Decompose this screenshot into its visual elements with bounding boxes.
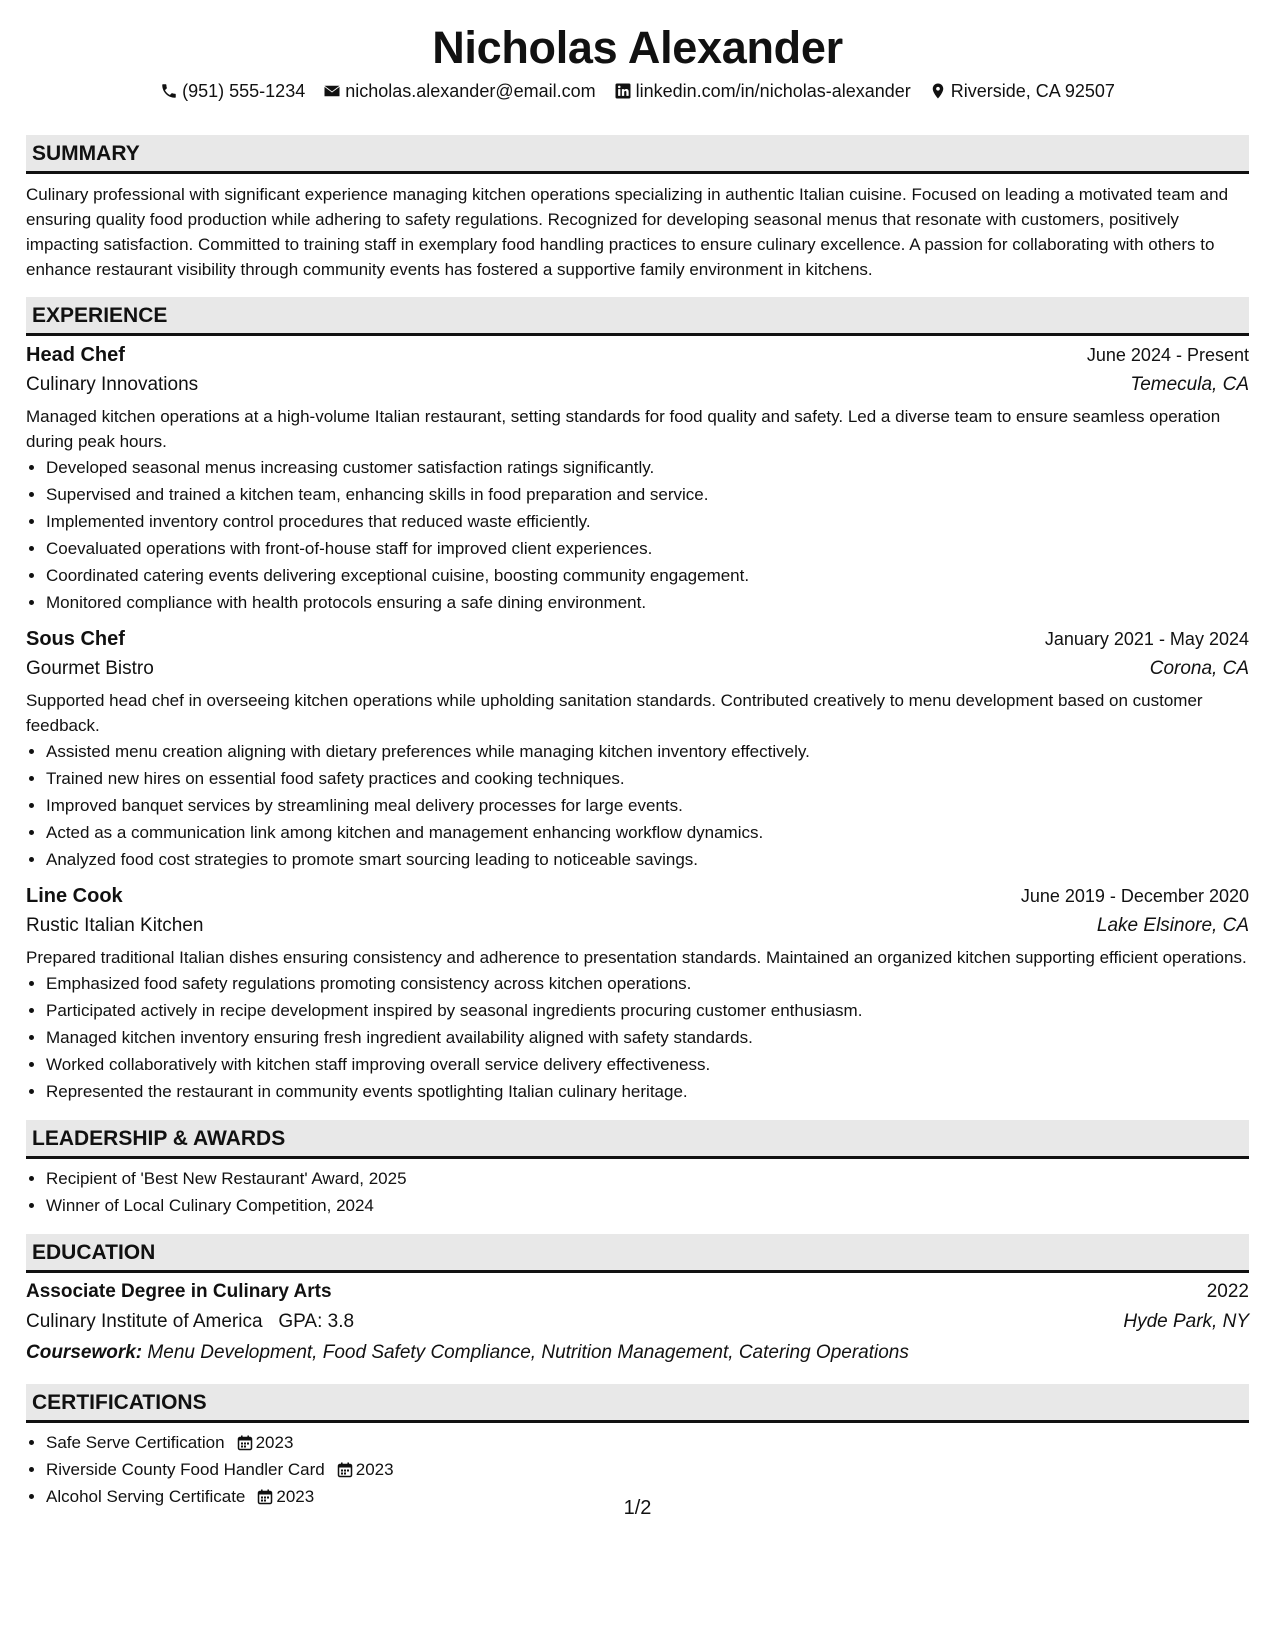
cert-year: 2023	[255, 1433, 294, 1452]
phone-text: (951) 555-1234	[182, 80, 306, 101]
job-entry	[26, 881, 1249, 1105]
job-location: Temecula, CA	[1130, 374, 1249, 395]
job-title: Line Cook	[26, 885, 123, 907]
summary-section	[26, 135, 1249, 282]
job-location: Corona, CA	[1149, 658, 1249, 679]
list-item: • Emphasized food safety regulations promoting consistency across kitchen operations.	[46, 970, 1249, 997]
envelope-icon	[323, 82, 341, 100]
calendar-icon	[337, 1462, 353, 1478]
list-item: • Coevaluated operations with front-of-house staff for improved client experiences.	[46, 535, 1249, 562]
cert-name: • Safe Serve Certification	[46, 1433, 225, 1452]
list-item: • Implemented inventory control procedures that reduced waste efficiently.	[46, 508, 1249, 535]
cert-name: • Alcohol Serving Certificate	[46, 1487, 246, 1506]
job-company: Gourmet Bistro	[26, 658, 154, 679]
job-bullets	[26, 454, 1249, 616]
list-item: • Analyzed food cost strategies to promote smart sourcing leading to noticeable savings.	[46, 846, 1249, 873]
list-item	[46, 1456, 1249, 1483]
linkedin-icon	[614, 82, 632, 100]
resume-page	[26, 0, 1249, 1510]
job-dates: January 2021 - May 2024	[1044, 629, 1249, 649]
experience-section	[26, 297, 1249, 1105]
cert-name: • Riverside County Food Handler Card	[46, 1460, 325, 1479]
education-section	[26, 1234, 1249, 1369]
list-item: • Worked collaboratively with kitchen staff improving overall service delivery effectiveness.	[46, 1051, 1249, 1078]
section-heading-experience: EXPERIENCE	[26, 297, 1249, 336]
job-dates: June 2019 - December 2020	[1020, 886, 1249, 906]
awards-section	[26, 1120, 1249, 1219]
linkedin-text: linkedin.com/in/nicholas-alexander	[635, 80, 911, 101]
contact-linkedin[interactable]	[614, 81, 911, 102]
job-company: Rustic Italian Kitchen	[26, 915, 204, 936]
list-item	[46, 1429, 1249, 1456]
job-title: Head Chef	[26, 344, 125, 366]
list-item: • Participated actively in recipe development inspired by seasonal ingredients procuring customer enthusiasm.	[46, 997, 1249, 1024]
page-number: 1/2	[623, 1497, 652, 1519]
cert-date	[237, 1429, 294, 1456]
contact-bar	[26, 78, 1249, 104]
list-item: • Trained new hires on essential food safety practices and cooking techniques.	[46, 765, 1249, 792]
job-company: Culinary Innovations	[26, 374, 199, 395]
job-entry	[26, 624, 1249, 873]
contact-email[interactable]	[323, 81, 595, 102]
list-item: • Represented the restaurant in community events spotlighting Italian culinary heritage.	[46, 1078, 1249, 1105]
job-description: Supported head chef in overseeing kitchen operations while upholding sanitation standards. Contributed creatively to menu development based on customer feedback.	[26, 691, 1203, 735]
list-item: • Acted as a communication link among kitchen and management enhancing workflow dynamics.	[46, 819, 1249, 846]
graduation-year: 2022	[1206, 1281, 1249, 1302]
section-heading-education: EDUCATION	[26, 1234, 1249, 1273]
contact-phone[interactable]	[160, 81, 305, 102]
section-heading-awards: LEADERSHIP & AWARDS	[26, 1120, 1249, 1159]
candidate-name: Nicholas Alexander	[432, 22, 843, 73]
awards-list	[26, 1165, 1249, 1219]
coursework-label: Coursework:	[26, 1342, 143, 1363]
cert-date	[337, 1456, 394, 1483]
phone-icon	[160, 82, 178, 100]
section-heading-summary: SUMMARY	[26, 135, 1249, 174]
certifications-section	[26, 1384, 1249, 1510]
coursework-line	[26, 1337, 1249, 1369]
list-item: • Supervised and trained a kitchen team, enhancing skills in food preparation and service.	[46, 481, 1249, 508]
job-description: Prepared traditional Italian dishes ensuring consistency and adherence to presentation standards. Maintained an organized kitchen supporting efficient operations.	[26, 948, 1247, 967]
cert-year: 2023	[276, 1487, 315, 1506]
map-pin-icon	[929, 82, 947, 100]
list-item: • Monitored compliance with health protocols ensuring a safe dining environment.	[46, 589, 1249, 616]
school-name: Culinary Institute of America	[26, 1311, 263, 1332]
email-text: nicholas.alexander@email.com	[345, 80, 596, 101]
school-location: Hyde Park, NY	[1123, 1311, 1249, 1332]
cert-year: 2023	[355, 1460, 394, 1479]
list-item: • Winner of Local Culinary Competition, 2024	[46, 1192, 1249, 1219]
job-description: Managed kitchen operations at a high-volume Italian restaurant, setting standards for food quality and safety. Led a diverse team to ensure seamless operation during peak hours.	[26, 407, 1221, 451]
location-text: Riverside, CA 92507	[950, 80, 1115, 101]
list-item: • Improved banquet services by streamlining meal delivery processes for large events.	[46, 792, 1249, 819]
calendar-icon	[237, 1435, 253, 1451]
summary-text: Culinary professional with significant experience managing kitchen operations specializing in authentic Italian cuisine. Focused on leading a motivated team and ensuring quality food production while adhering to safety regulations. Recognized for developing seasonal menus that resonate with customers, positively impacting satisfaction. Committed to training staff in exemplary food handling practices to ensure culinary excellence. A passion for collaborating with others to enhance restaurant visibility through community events has fostered a supportive family environment in kitchens.	[26, 185, 1229, 279]
degree-title: Associate Degree in Culinary Arts	[26, 1281, 332, 1302]
job-bullets	[26, 738, 1249, 873]
job-title: Sous Chef	[26, 628, 125, 650]
contact-location	[929, 81, 1115, 102]
gpa: GPA: 3.8	[278, 1311, 355, 1332]
school-line	[26, 1307, 354, 1337]
coursework-text: Menu Development, Food Safety Compliance, Nutrition Management, Catering Operations	[147, 1342, 909, 1363]
list-item: • Managed kitchen inventory ensuring fresh ingredient availability aligned with safety standards.	[46, 1024, 1249, 1051]
job-location: Lake Elsinore, CA	[1096, 915, 1249, 936]
job-entry	[26, 340, 1249, 616]
job-bullets	[26, 970, 1249, 1105]
job-dates: June 2024 - Present	[1086, 345, 1249, 365]
section-heading-certifications: CERTIFICATIONS	[26, 1384, 1249, 1423]
list-item: • Developed seasonal menus increasing customer satisfaction ratings significantly.	[46, 454, 1249, 481]
list-item: • Coordinated catering events delivering exceptional cuisine, boosting community engagement.	[46, 562, 1249, 589]
list-item: • Recipient of 'Best New Restaurant' Award, 2025	[46, 1165, 1249, 1192]
list-item: • Assisted menu creation aligning with dietary preferences while managing kitchen inventory effectively.	[46, 738, 1249, 765]
